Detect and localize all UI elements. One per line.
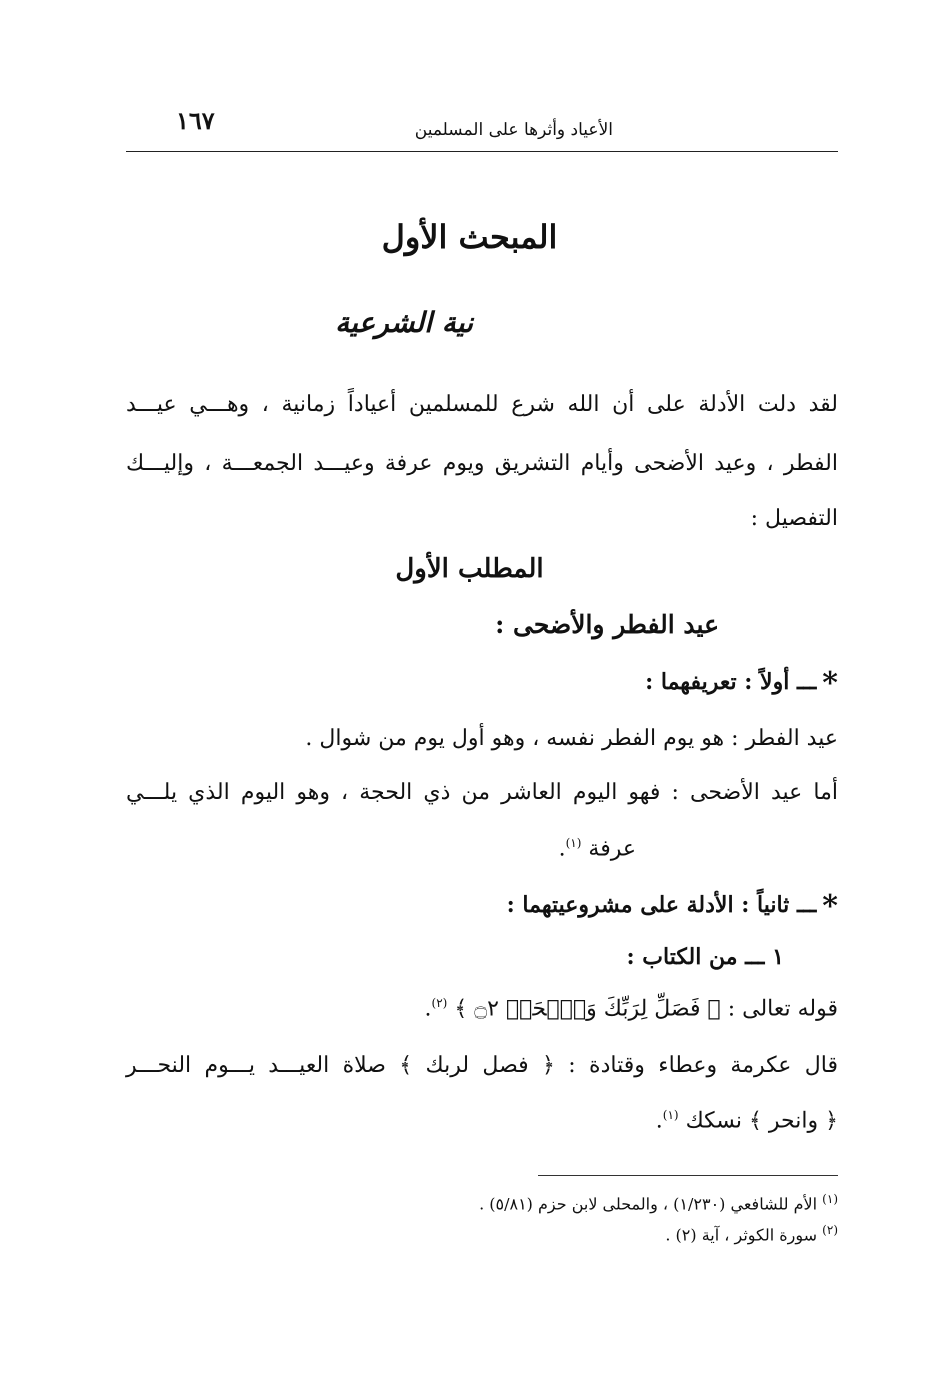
intro-line: الفطر ، وعيد الأضحى وأيام التشريق ويوم عرفة وعيـــد الجمعـــة ، وإليـــك [126,451,838,476]
period: . [558,836,566,862]
footnote-ref: (١) [662,1108,679,1122]
intro-line: لقد دلت الأدلة على أن الله شرع للمسلمين أعياداً زمانية ، وهـــي عيـــد [126,392,838,417]
chapter-title: المبحث الأول [381,218,558,256]
adha-line-text: عرفة [588,836,636,862]
verse-intro: قوله تعالى : [727,996,838,1022]
evidence-heading-text: ـــ ثانياً : الأدلة على مشروعيتهما : [506,892,817,918]
footnote-text: سورة الكوثر ، آية (٢) . [665,1225,818,1245]
tafsir-line: قال عكرمة وعطاء وقتادة : ﴿ فصل لربك ﴾ صلاة العيـــد يـــوم النحـــر [126,1053,838,1078]
tafsir-line [656,1108,838,1133]
header-rule [126,151,838,152]
tafsir-line-text: ﴿ وانحر ﴾ نسكك [685,1108,838,1134]
intro-line: التفصيل : [750,506,838,531]
footnote-ref: (٢) [431,996,448,1010]
star-marker: * [822,889,838,924]
book-heading: ١ ـــ من الكتاب : [626,944,784,970]
running-title: الأعياد وأثرها على المسلمين [414,120,613,140]
star-marker: * [822,666,838,701]
adha-line: أما عيد الأضحى : فهو اليوم العاشر من ذي الحجة ، وهو اليوم الذي يلـــي [126,780,838,805]
adha-line [559,836,636,861]
definition-heading-text: ـــ أولاً : تعريفهما : [645,669,817,695]
footnote-text: الأم للشافعي (١/٢٣٠) ، والمحلى لابن حزم (٥/٨١) . [479,1194,818,1214]
footnote-ref: (١) [565,836,582,850]
verse-line [425,996,838,1021]
footnote [479,1192,838,1213]
definition-heading [645,666,838,701]
eid-heading: عيد الفطر والأضحى : [495,610,719,639]
quran-verse: ﴿ فَصَلِّ لِرَبِّكَ وَٱنۡحَرۡ ۝٢ ﴾ [454,996,721,1022]
footnote-rule [538,1175,838,1176]
section-title: المطلب الأول [395,554,544,584]
footnote-mark: (٢) [822,1223,838,1237]
footnote-mark: (١) [822,1192,838,1206]
footnote [665,1223,838,1244]
period: . [424,996,432,1022]
period: . [655,1108,663,1134]
running-head [126,106,838,152]
evidence-heading [507,889,838,924]
chapter-subtitle: نية الشرعية [335,306,473,339]
page-number: ١٦٧ [176,106,215,135]
fitr-definition: عيد الفطر : هو يوم الفطر نفسه ، وهو أول يوم من شوال . [305,726,838,751]
